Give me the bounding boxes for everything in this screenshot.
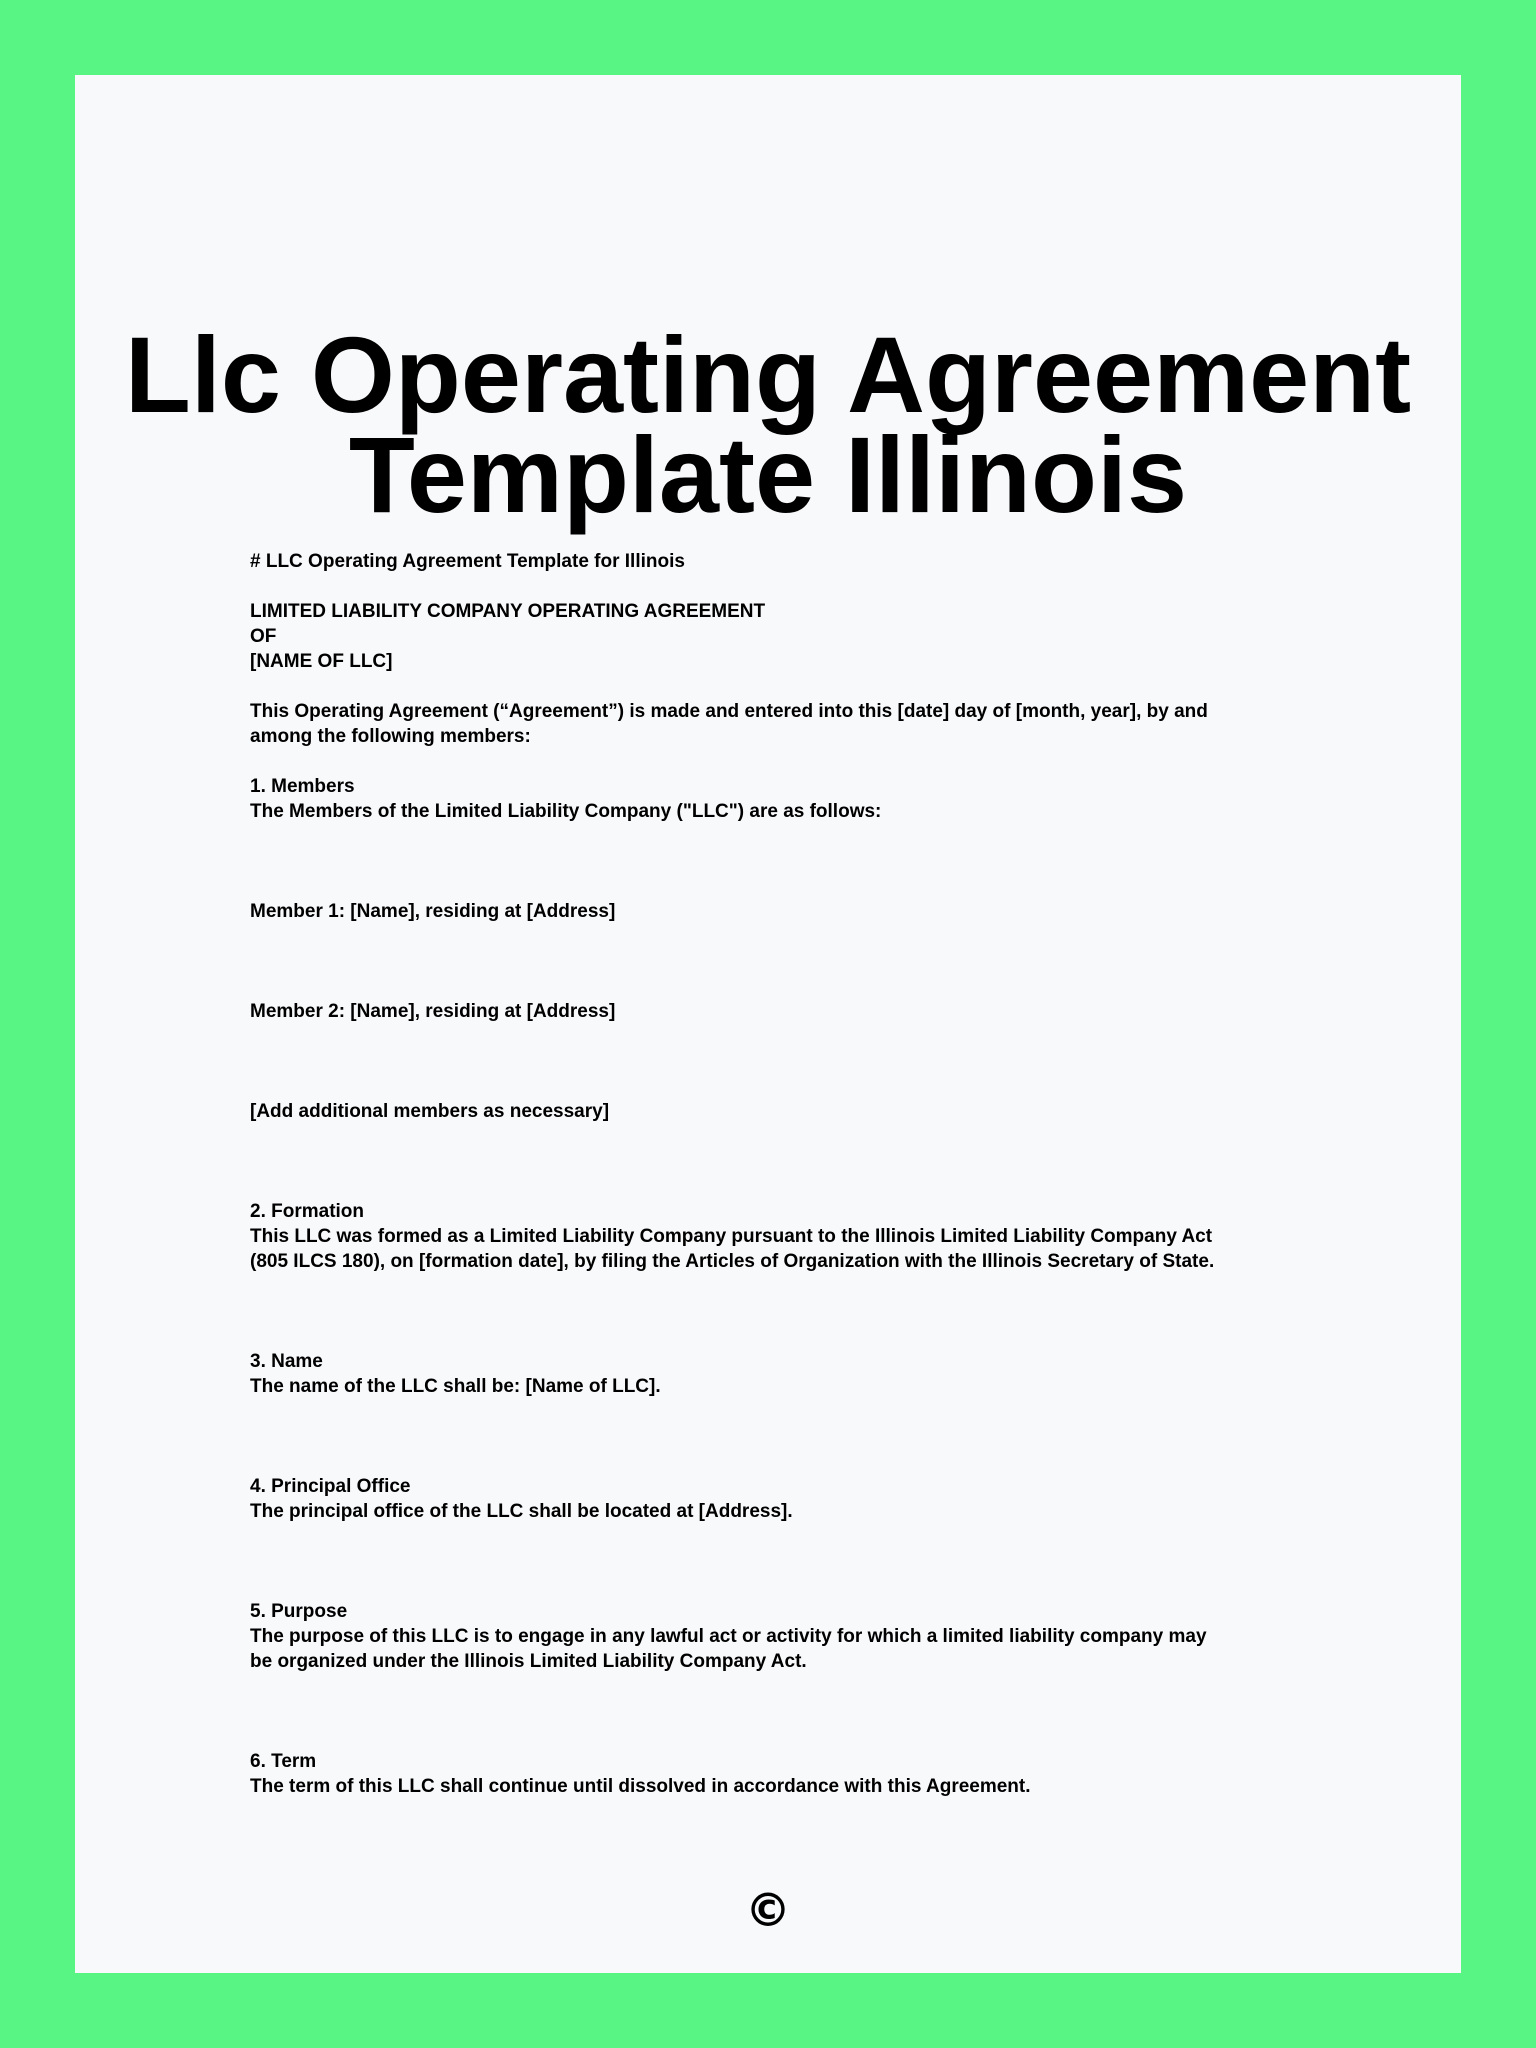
title-line-2: Template Illinois bbox=[348, 414, 1188, 535]
section-formation-heading: 2. Formation bbox=[250, 1201, 365, 1222]
document-heading: # LLC Operating Agreement Template for Illinois bbox=[250, 551, 685, 572]
section-office-text: The principal office of the LLC shall be located at [Address]. bbox=[250, 1501, 793, 1522]
section-name-text: The name of the LLC shall be: [Name of LLC]. bbox=[250, 1376, 661, 1397]
section-purpose-text-1: The purpose of this LLC is to engage in any lawful act or activity for which a limited liability company may bbox=[250, 1626, 1207, 1647]
agreement-title-line-2: OF bbox=[250, 626, 277, 647]
intro-line-1: This Operating Agreement (“Agreement”) is made and entered into this [date] day of [month, year], by and bbox=[250, 701, 1208, 722]
member-2-line: Member 2: [Name], residing at [Address] bbox=[250, 1001, 616, 1022]
section-members-text: The Members of the Limited Liability Company ("LLC") are as follows: bbox=[250, 801, 882, 822]
intro-line-2: among the following members: bbox=[250, 726, 531, 747]
member-add-line: [Add additional members as necessary] bbox=[250, 1101, 610, 1122]
page-title bbox=[75, 314, 1461, 535]
section-formation-text-2: (805 ILCS 180), on [formation date], by filing the Articles of Organization with the Illinois Secretary of State. bbox=[250, 1251, 1215, 1272]
title-line-1: Llc Operating Agreement bbox=[124, 314, 1412, 435]
section-term-heading: 6. Term bbox=[250, 1751, 317, 1772]
section-formation-text-1: This LLC was formed as a Limited Liability Company pursuant to the Illinois Limited Liability Company Act bbox=[250, 1226, 1213, 1247]
section-purpose-heading: 5. Purpose bbox=[250, 1601, 348, 1622]
agreement-title-line-3: [NAME OF LLC] bbox=[250, 651, 393, 672]
section-purpose-text-2: be organized under the Illinois Limited Liability Company Act. bbox=[250, 1651, 807, 1672]
section-term-text: The term of this LLC shall continue until dissolved in accordance with this Agreement. bbox=[250, 1776, 1031, 1797]
document-page bbox=[75, 75, 1461, 1973]
member-1-line: Member 1: [Name], residing at [Address] bbox=[250, 901, 616, 922]
section-members-heading: 1. Members bbox=[250, 776, 355, 797]
agreement-title-line-1: LIMITED LIABILITY COMPANY OPERATING AGREEMENT bbox=[250, 601, 766, 622]
copyright-icon: © bbox=[745, 1883, 791, 1937]
section-office-heading: 4. Principal Office bbox=[250, 1476, 411, 1497]
document-body bbox=[250, 549, 1370, 1799]
section-name-heading: 3. Name bbox=[250, 1351, 323, 1372]
